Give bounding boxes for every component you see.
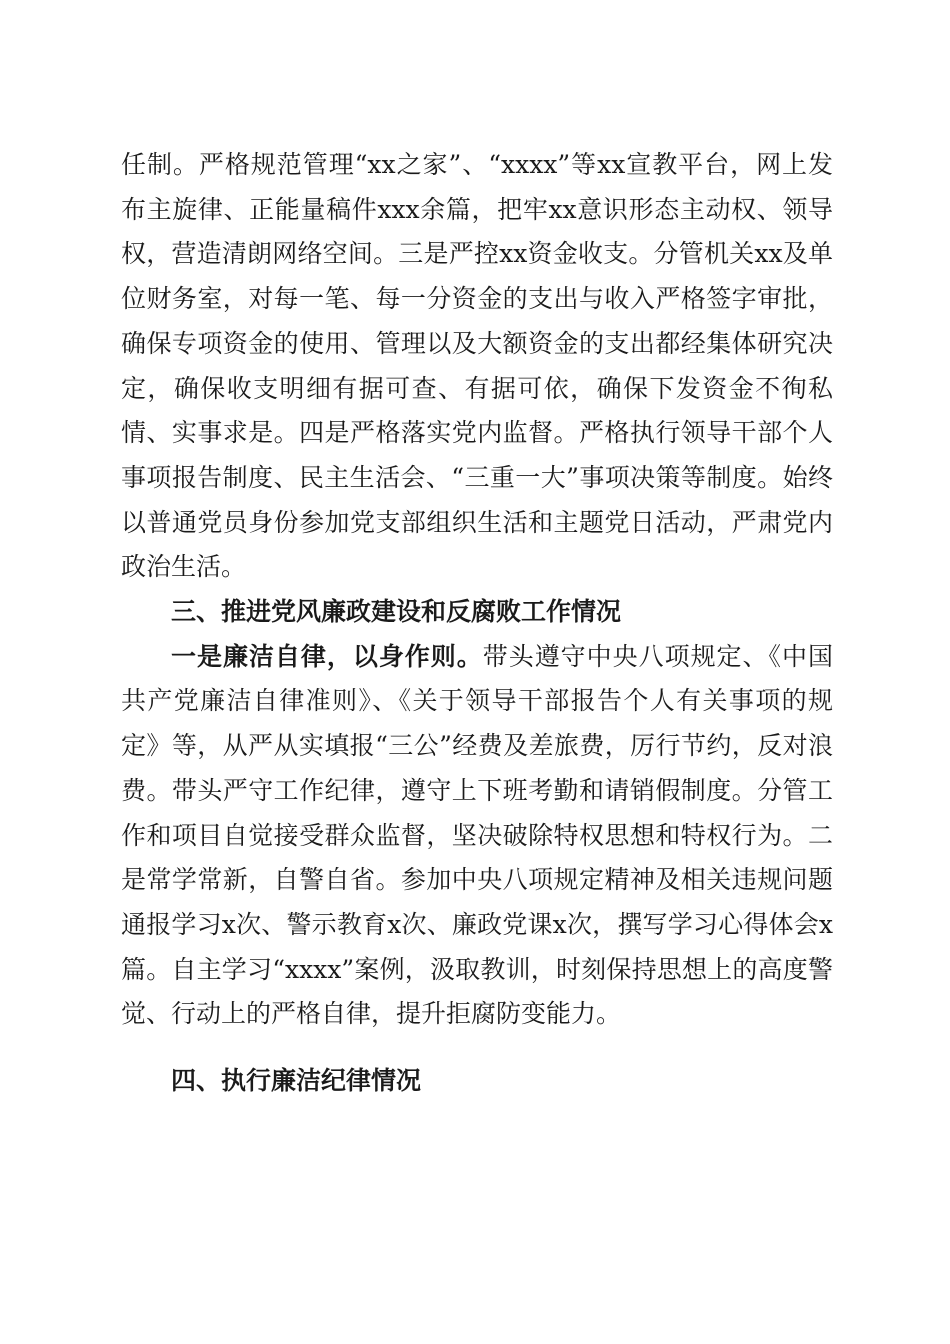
section-heading-three: 三、推进党风廉政建设和反腐败工作情况: [171, 597, 622, 627]
paragraph-integrity: [121, 635, 833, 1037]
document-body: [121, 143, 833, 1104]
paragraph-lead-phrase: 一是廉洁自律，以身作则。: [171, 641, 483, 671]
paragraph-body-text: 带头遵守中央八项规定、《中国共产党廉洁自律准则》、《关于领导干部报告个人有关事项的规定》等，从严从实填报“三公”经费及差旅费，厉行节约，反对浪费。带头严守工作纪律，遵守上下班考勤和请销假制度。分管工作和项目自觉接受群众监督，坚决破除特权思想和特权行为。二是常学常新，自警自省。参加中央八项规定精神及相关违规问题通报学习x次、警示教育x次、廉政党课x次，撰写学习心得体会x篇。自主学习“xxxx”案例，汲取教训，时刻保持思想上的高度警觉、行动上的严格自律，提升拒腐防变能力。: [121, 641, 833, 1029]
section-heading-four: 四、执行廉洁纪律情况: [171, 1066, 422, 1096]
paragraph-continued: 任制。严格规范管理“xx之家”、“xxxx”等xx宣教平台，网上发布主旋律、正能量稿件xxx余篇，把牢xx意识形态主动权、领导权，营造清朗网络空间。三是严控xx资金收支。分管机关xx及单位财务室，对每一笔、每一分资金的支出与收入严格签字审批，确保专项资金的使用、管理以及大额资金的支出都经集体研究决定，确保收支明细有据可查、有据可依，确保下发资金不徇私情、实事求是。四是严格落实党内监督。严格执行领导干部个人事项报告制度、民主生活会、“三重一大”事项决策等制度。始终以普通党员身份参加党支部组织生活和主题党日活动，严肃党内政治生活。: [121, 150, 833, 582]
